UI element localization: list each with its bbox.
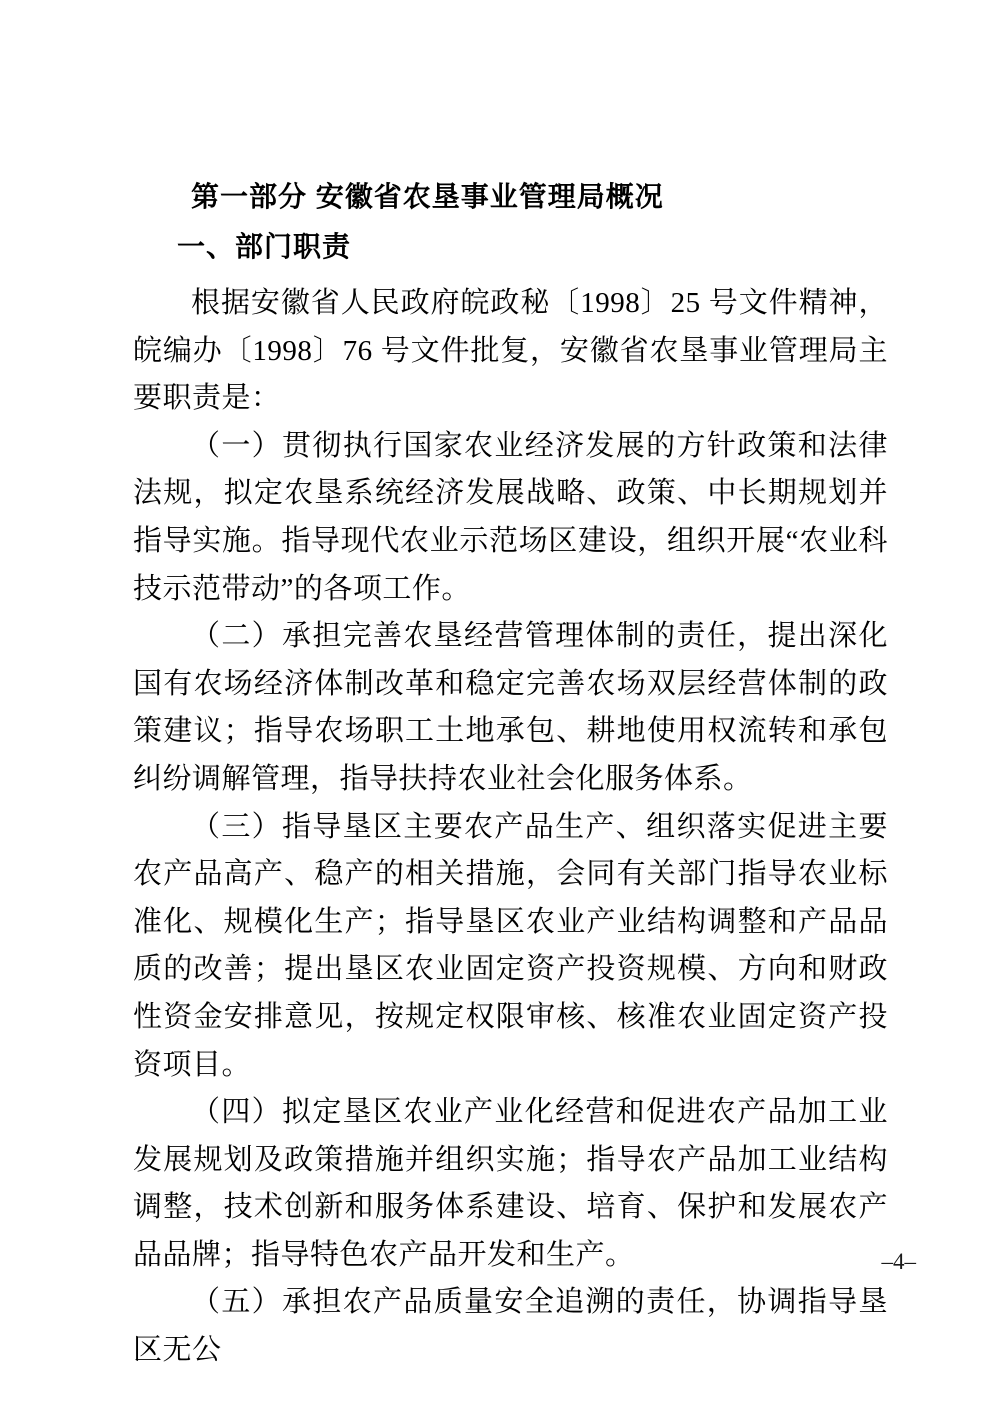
paragraph-item-5: （五）承担农产品质量安全追溯的责任，协调指导垦区无公 [133, 1286, 888, 1367]
document-content [133, 180, 888, 1375]
subsection-heading: 一、部门职责 [177, 231, 352, 262]
paragraph-item-2: （二）承担完善农垦经营管理体制的责任，提出深化国有农场经济体制改革和稳定完善农场双层经营体制的政策建议；指导农场职工土地承包、耕地使用权流转和承包纠纷调解管理，指导扶持农业社会化服务体系。 [133, 620, 888, 795]
paragraph-item-3: （三）指导垦区主要农产品生产、组织落实促进主要农产品高产、稳产的相关措施，会同有关部门指导农业标准化、规模化生产；指导垦区农业产业结构调整和产品品质的改善；提出垦区农业固定资产投资规模、方向和财政性资金安排意见，按规定权限审核、核准农业固定资产投资项目。 [133, 810, 888, 1081]
paragraph-intro: 根据安徽省人民政府皖政秘〔1998〕25 号文件精神，皖编办〔1998〕76 号文件批复，安徽省农垦事业管理局主要职责是： [133, 287, 888, 415]
body-text [133, 280, 888, 1375]
paragraph-item-4: （四）拟定垦区农业产业化经营和促进农产品加工业发展规划及政策措施并组织实施；指导农产品加工业结构调整，技术创新和服务体系建设、培育、保护和发展农产品品牌；指导特色农产品开发和生产。 [133, 1096, 888, 1271]
section-heading: 第一部分 安徽省农垦事业管理局概况 [191, 181, 664, 212]
paragraph-item-1: （一）贯彻执行国家农业经济发展的方针政策和法律法规，拟定农垦系统经济发展战略、政策、中长期规划并指导实施。指导现代农业示范场区建设，组织开展“农业科技示范带动”的各项工作。 [133, 429, 888, 605]
page-number: –4– [881, 1249, 916, 1274]
